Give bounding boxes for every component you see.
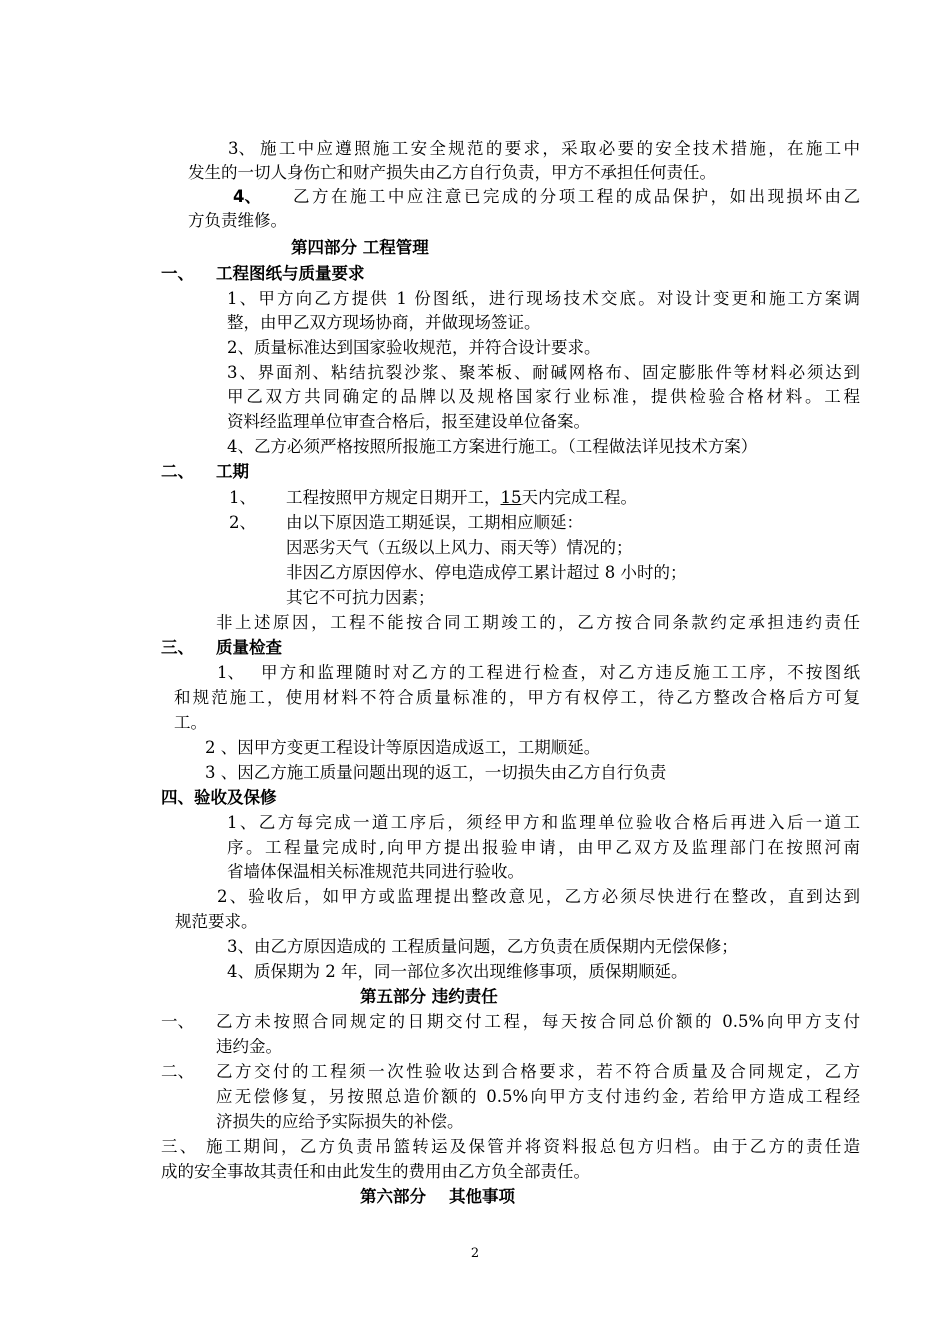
part5-item-2-line-1: 乙方交付的工程须一次性验收达到合格要求，若不符合质量及合同规定，乙方	[216, 1062, 860, 1081]
s2-p1-post: 天内完成工程。	[521, 488, 637, 507]
s2-reason-2: 非因乙方原因停水、停电造成停工累计超过 8 小时的；	[286, 563, 687, 582]
s4-p1-line-3: 省墙体保温相关标准规范共同进行验收。	[227, 862, 524, 881]
s1-p3-line-3: 资料经监理单位审查合格后，报至建设单位备案。	[227, 412, 590, 431]
part-6-heading: 第六部分 其他事项	[360, 1187, 515, 1206]
s3-p2: 2 、因甲方变更工程设计等原因造成返工，工期顺延。	[205, 738, 601, 757]
section-4-title: 四、验收及保修	[161, 788, 277, 807]
s2-note: 非上述原因，工程不能按合同工期竣工的，乙方按合同条款约定承担违约责任	[216, 613, 860, 632]
s4-p1-line-1: 1、乙方每完成一道工序后，须经甲方和监理单位验收合格后再进入后一道工	[227, 813, 860, 832]
s3-p1-line-1: 甲方和监理随时对乙方的工程进行检查，对乙方违反施工工序，不按图纸	[261, 663, 860, 682]
section-3-number: 三、	[161, 638, 194, 657]
item-3-number: 3、	[228, 139, 255, 158]
item-3-line-2: 发生的一切人身伤亡和财产损失由乙方自行负责，甲方不承担任何责任。	[188, 163, 716, 182]
s1-p2: 2、质量标准达到国家验收规范，并符合设计要求。	[227, 338, 601, 357]
part5-item-2-number: 二、	[161, 1062, 194, 1081]
part5-item-1-number: 一、	[161, 1012, 194, 1031]
s2-reason-3: 其它不可抗力因素；	[286, 588, 435, 607]
item-4-line-2: 方负责维修。	[188, 211, 287, 230]
part5-item-2-line-2: 应无偿修复，另按照总造价额的 0.5%向甲方支付违约金, 若给甲方造成工程经	[216, 1087, 860, 1106]
s2-p1	[286, 486, 637, 510]
s2-reason-1: 因恶劣天气（五级以上风力、雨天等）情况的；	[286, 538, 633, 557]
s4-p2-line-1: 2、验收后，如甲方或监理提出整改意见，乙方必须尽快进行在整改，直到达到	[217, 887, 860, 906]
item-4-line-1: 乙方在施工中应注意已完成的分项工程的成品保护，如出现损坏由乙	[293, 187, 860, 206]
part5-item-1-line-1: 乙方未按照合同规定的日期交付工程，每天按合同总价额的 0.5%向甲方支付	[216, 1012, 860, 1031]
section-1-number: 一、	[161, 264, 194, 283]
part5-item-1-line-2: 违约金。	[216, 1037, 282, 1056]
part-4-heading: 第四部分 工程管理	[291, 238, 429, 257]
item-4-number: 4、	[233, 187, 261, 206]
s4-p3: 3、由乙方原因造成的 工程质量问题，乙方负责在质保期内无偿保修；	[227, 937, 738, 956]
s1-p3-line-1: 3、界面剂、粘结抗裂沙浆、聚苯板、耐碱网格布、固定膨胀件等材料必须达到	[227, 363, 860, 382]
s3-p1-number: 1、	[217, 663, 244, 682]
s4-p4: 4、质保期为 2 年，同一部位多次出现维修事项，质保期顺延。	[227, 962, 688, 981]
s2-p2-number: 2、	[229, 513, 256, 532]
s2-p1-days: 15	[500, 488, 522, 507]
s2-p1-pre: 工程按照甲方规定日期开工，	[286, 488, 501, 507]
part-5-heading: 第五部分 违约责任	[360, 987, 498, 1006]
s1-p1-line-1: 1、甲方向乙方提供 1 份图纸，进行现场技术交底。对设计变更和施工方案调	[227, 289, 860, 308]
section-3-title: 质量检查	[216, 638, 282, 657]
part5-item-3-line-2: 成的安全事故其责任和由此发生的费用由乙方负全部责任。	[161, 1162, 590, 1181]
part5-item-3-line-1: 三、 施工期间，乙方负责吊篮转运及保管并将资料报总包方归档。由于乙方的责任造	[161, 1137, 860, 1156]
s3-p1-line-3: 工。	[174, 713, 207, 732]
part5-item-2-line-3: 济损失的应给予实际损失的补偿。	[216, 1112, 464, 1131]
section-2-number: 二、	[161, 462, 194, 481]
s2-p2: 由以下原因造工期延误，工期相应顺延：	[286, 513, 583, 532]
s1-p1-line-2: 整，由甲乙双方现场协商，并做现场签证。	[227, 313, 541, 332]
page-number: 2	[470, 1246, 480, 1261]
item-3-line-1: 施工中应遵照施工安全规范的要求，采取必要的安全技术措施，在施工中	[260, 139, 860, 158]
s1-p4: 4、乙方必须严格按照所报施工方案进行施工。（工程做法详见技术方案）	[227, 437, 758, 456]
section-1-title: 工程图纸与质量要求	[216, 264, 365, 283]
s3-p1-line-2: 和规范施工，使用材料不符合质量标准的，甲方有权停工，待乙方整改合格后方可复	[174, 688, 860, 707]
s4-p2-line-2: 规范要求。	[175, 912, 258, 931]
section-2-title: 工期	[216, 462, 249, 481]
s4-p1-line-2: 序。工程量完成时,向甲方提出报验申请，由甲乙双方及监理部门在按照河南	[227, 838, 860, 857]
s2-p1-number: 1、	[229, 488, 256, 507]
s3-p3: 3 、因乙方施工质量问题出现的返工，一切损失由乙方自行负责	[205, 763, 667, 782]
s1-p3-line-2: 甲乙双方共同确定的品牌以及规格国家行业标准，提供检验合格材料。工程	[227, 387, 860, 406]
